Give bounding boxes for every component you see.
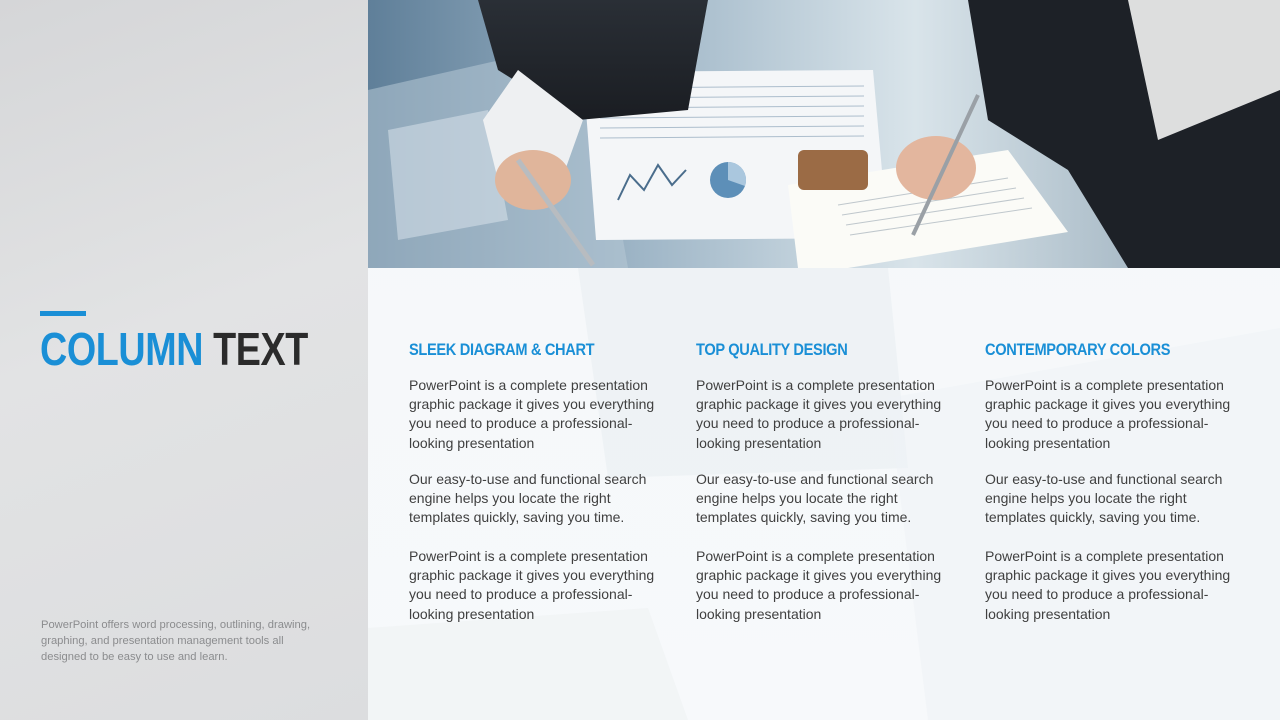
column-paragraph: Our easy-to-use and functional search engine helps you locate the right templates quickly, saving you time. xyxy=(696,471,934,526)
column-paragraph: PowerPoint is a complete presentation graphic package it gives you everything you need to produce a professional-looking presentation xyxy=(696,377,942,451)
column-heading: CONTEMPORARY COLORS xyxy=(985,340,1171,359)
column-heading: SLEEK DIAGRAM & CHART xyxy=(409,340,595,359)
photo-illustration xyxy=(368,0,1280,268)
slide-title xyxy=(40,322,308,376)
column-paragraph: PowerPoint is a complete presentation graphic package it gives you everything you need to produce a professional-looking presentation xyxy=(409,377,655,451)
column-paragraph: Our easy-to-use and functional search engine helps you locate the right templates quickly, saving you time. xyxy=(409,471,647,526)
column-1 xyxy=(409,340,671,622)
column-paragraph: PowerPoint is a complete presentation graphic package it gives you everything you need to produce a professional-looking presentation xyxy=(985,548,1231,622)
column-paragraph: PowerPoint is a complete presentation graphic package it gives you everything you need to produce a professional-looking presentation xyxy=(409,548,655,622)
business-meeting-photo xyxy=(368,0,1280,268)
column-paragraph: PowerPoint is a complete presentation graphic package it gives you everything you need to produce a professional-looking presentation xyxy=(985,377,1231,451)
left-note: PowerPoint offers word processing, outlining, drawing, graphing, and presentation management tools all designed to be easy to use and learn. xyxy=(41,619,311,663)
column-3 xyxy=(985,340,1247,622)
left-panel xyxy=(0,0,368,720)
title-accent-bar xyxy=(40,311,86,316)
column-heading: TOP QUALITY DESIGN xyxy=(696,340,848,359)
column-paragraph: Our easy-to-use and functional search engine helps you locate the right templates quickly, saving you time. xyxy=(985,471,1223,526)
title-part-2: TEXT xyxy=(213,323,308,375)
column-2 xyxy=(696,340,958,622)
column-paragraph: PowerPoint is a complete presentation graphic package it gives you everything you need to produce a professional-looking presentation xyxy=(696,548,942,622)
title-part-1: COLUMN xyxy=(40,323,204,375)
